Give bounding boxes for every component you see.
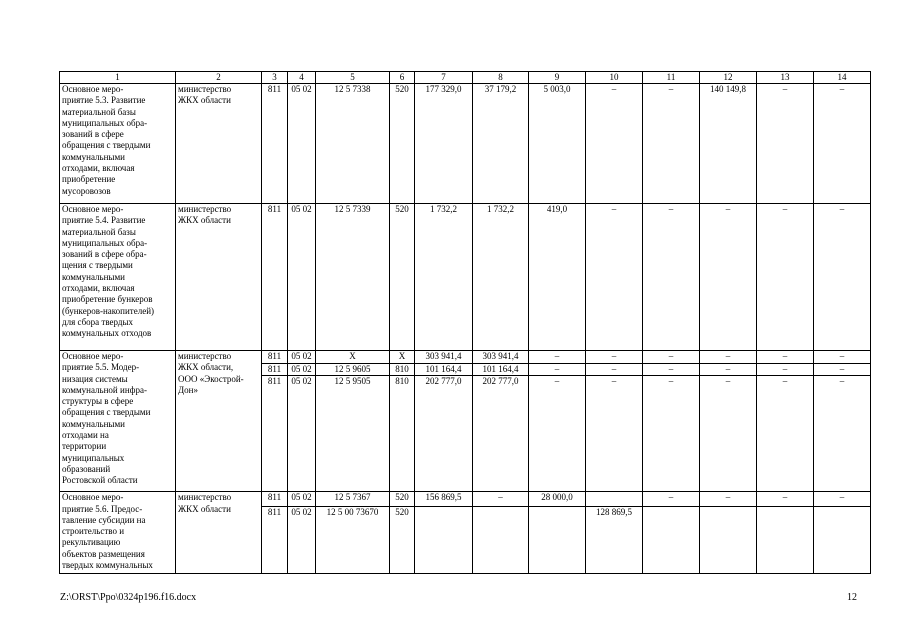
cell-col-13: – xyxy=(757,364,814,376)
measure-name-line: территории xyxy=(62,441,107,452)
cell-col-13: – xyxy=(757,492,814,507)
measure-name-line: отходами на xyxy=(62,430,109,441)
measure-name-line: твердых коммунальных xyxy=(62,560,153,571)
table-row xyxy=(60,204,871,351)
cell-col-10: – xyxy=(586,84,643,204)
cell-col-11: – xyxy=(643,204,700,351)
executor xyxy=(176,204,262,351)
measure-name-line: коммунальными xyxy=(62,418,125,429)
cell-col-7: 101 164,4 xyxy=(415,364,473,376)
cell-col-14 xyxy=(814,507,871,574)
cell-col-8: 1 732,2 xyxy=(473,204,529,351)
measure-name-line: для сбора твердых xyxy=(62,316,134,327)
column-number-6: 6 xyxy=(390,72,415,84)
cell-col-10: – xyxy=(586,204,643,351)
cell-col-8: – xyxy=(473,492,529,507)
cell-col-5: 12 5 7367 xyxy=(316,492,390,507)
cell-col-3: 811 xyxy=(262,376,288,492)
cell-col-13: – xyxy=(757,84,814,204)
cell-col-9: 28 000,0 xyxy=(529,492,586,507)
measure-name-line: коммунальными xyxy=(62,271,125,282)
cell-col-11: – xyxy=(643,492,700,507)
cell-col-12: – xyxy=(700,351,757,364)
measure-name-line: обращения с твердыми xyxy=(62,140,151,151)
table-row xyxy=(60,351,871,364)
cell-col-3: 811 xyxy=(262,204,288,351)
cell-col-14: – xyxy=(814,204,871,351)
measure-name-line: приятие 5.6. Предос- xyxy=(62,503,143,514)
cell-col-12: 140 149,8 xyxy=(700,84,757,204)
cell-col-8: 101 164,4 xyxy=(473,364,529,376)
cell-col-3: 811 xyxy=(262,492,288,507)
measure-name-line: Ростовской области xyxy=(62,475,138,486)
cell-col-11: – xyxy=(643,84,700,204)
measure-name-line: Основное меро- xyxy=(62,204,124,214)
cell-col-11: – xyxy=(643,364,700,376)
measure-name-line: Основное меро- xyxy=(62,492,124,503)
cell-col-5: 12 5 9505 xyxy=(316,376,390,492)
column-number-5: 5 xyxy=(316,72,390,84)
executor-line: ЖКХ области, xyxy=(178,362,234,373)
column-number-8: 8 xyxy=(473,72,529,84)
measure-name-line: щения с твердыми xyxy=(62,260,133,271)
cell-col-12: – xyxy=(700,204,757,351)
measure-name-line: муниципальных xyxy=(62,452,125,463)
executor xyxy=(176,492,262,574)
measure-name-line: приятие 5.5. Модер- xyxy=(62,362,140,373)
measure-name-line: коммунальными xyxy=(62,151,125,162)
cell-col-11: – xyxy=(643,351,700,364)
cell-col-7: 156 869,5 xyxy=(415,492,473,507)
cell-col-7 xyxy=(415,507,473,574)
measure-name-line: Основное меро- xyxy=(62,351,124,361)
measure-name-line: объектов размещения xyxy=(62,548,145,559)
cell-col-7: 303 941,4 xyxy=(415,351,473,364)
cell-col-10: – xyxy=(586,351,643,364)
executor-line: Дон» xyxy=(178,384,198,395)
cell-col-3: 811 xyxy=(262,84,288,204)
measure-name-line: материальной базы xyxy=(62,106,136,117)
column-number-14: 14 xyxy=(814,72,871,84)
cell-col-5: 12 5 7338 xyxy=(316,84,390,204)
executor-line: министерство xyxy=(178,492,232,503)
cell-col-6: 520 xyxy=(390,204,415,351)
cell-col-14: – xyxy=(814,351,871,364)
measure-name xyxy=(60,84,176,204)
cell-col-14: – xyxy=(814,364,871,376)
cell-col-5: X xyxy=(316,351,390,364)
executor-line: министерство xyxy=(178,204,232,214)
cell-col-6: 520 xyxy=(390,507,415,574)
measure-name-line: низация системы xyxy=(62,373,128,384)
measure-name xyxy=(60,492,176,574)
cell-col-8: 202 777,0 xyxy=(473,376,529,492)
executor-line: ЖКХ области xyxy=(178,503,231,514)
cell-col-10: 128 869,5 xyxy=(586,507,643,574)
measure-name-line: коммунальных отходов xyxy=(62,328,152,339)
cell-col-5: 12 5 9605 xyxy=(316,364,390,376)
measure-name-line: отходами, включая xyxy=(62,163,135,174)
cell-col-14: – xyxy=(814,84,871,204)
page-number: 12 xyxy=(847,592,857,603)
cell-col-14: – xyxy=(814,492,871,507)
cell-col-12 xyxy=(700,507,757,574)
cell-col-4: 05 02 xyxy=(288,351,316,364)
measure-name-line: приятие 5.4. Развитие xyxy=(62,215,146,226)
measure-name-line: Основное меро- xyxy=(62,84,124,94)
cell-col-4: 05 02 xyxy=(288,204,316,351)
cell-col-11: – xyxy=(643,376,700,492)
column-number-2: 2 xyxy=(176,72,262,84)
cell-col-13: – xyxy=(757,204,814,351)
table-body xyxy=(60,72,871,574)
measure-name-line: материальной базы xyxy=(62,226,136,237)
cell-col-3: 811 xyxy=(262,364,288,376)
cell-col-13: – xyxy=(757,376,814,492)
executor-line: ЖКХ области xyxy=(178,95,231,106)
measure-name xyxy=(60,351,176,492)
column-number-9: 9 xyxy=(529,72,586,84)
measure-name-line: зований в сфере xyxy=(62,129,124,140)
column-number-11: 11 xyxy=(643,72,700,84)
cell-col-6: 520 xyxy=(390,84,415,204)
cell-col-13 xyxy=(757,507,814,574)
cell-col-10: – xyxy=(586,376,643,492)
cell-col-14: – xyxy=(814,376,871,492)
cell-col-8: 303 941,4 xyxy=(473,351,529,364)
cell-col-12: – xyxy=(700,492,757,507)
executor xyxy=(176,84,262,204)
measure-name-line: коммунальной инфра- xyxy=(62,384,147,395)
cell-col-7: 1 732,2 xyxy=(415,204,473,351)
cell-col-12: – xyxy=(700,376,757,492)
executor-line: ЖКХ области xyxy=(178,215,231,226)
cell-col-4: 05 02 xyxy=(288,84,316,204)
column-number-3: 3 xyxy=(262,72,288,84)
column-number-1: 1 xyxy=(60,72,176,84)
measure-name-line: обращения с твердыми xyxy=(62,407,151,418)
measure-name-line: муниципальных обра- xyxy=(62,117,148,128)
measure-name-line: приобретение xyxy=(62,174,116,185)
cell-col-4: 05 02 xyxy=(288,376,316,492)
cell-col-11 xyxy=(643,507,700,574)
column-number-7: 7 xyxy=(415,72,473,84)
executor-line: ООО «Экострой- xyxy=(178,373,244,384)
cell-col-9: 5 003,0 xyxy=(529,84,586,204)
measure-name-line: приятие 5.3. Развитие xyxy=(62,95,146,106)
measure-name-line: рекультивацию xyxy=(62,537,121,548)
footer-file-path: Z:\ORST\Ppo\0324p196.f16.docx xyxy=(60,592,197,603)
measure-name xyxy=(60,204,176,351)
cell-col-6: 810 xyxy=(390,364,415,376)
cell-col-4: 05 02 xyxy=(288,492,316,507)
measure-name-line: (бункеров-накопителей) xyxy=(62,305,155,316)
measure-name-line: зований в сфере обра- xyxy=(62,249,147,260)
column-number-4: 4 xyxy=(288,72,316,84)
measure-name-line: отходами, включая xyxy=(62,283,135,294)
executor-line: министерство xyxy=(178,84,232,94)
column-number-10: 10 xyxy=(586,72,643,84)
cell-col-9 xyxy=(529,507,586,574)
table-row xyxy=(60,492,871,507)
cell-col-4: 05 02 xyxy=(288,364,316,376)
cell-col-5: 12 5 00 73670 xyxy=(316,507,390,574)
measure-name-line: мусоровозов xyxy=(62,185,111,196)
budget-table xyxy=(59,71,871,574)
cell-col-9: – xyxy=(529,376,586,492)
executor-line: министерство xyxy=(178,351,232,361)
cell-col-6: X xyxy=(390,351,415,364)
cell-col-12: – xyxy=(700,364,757,376)
cell-col-6: 810 xyxy=(390,376,415,492)
measure-name-line: приобретение бункеров xyxy=(62,294,153,305)
cell-col-10 xyxy=(586,492,643,507)
measure-name-line: строительство и xyxy=(62,526,125,537)
cell-col-3: 811 xyxy=(262,351,288,364)
cell-col-7: 177 329,0 xyxy=(415,84,473,204)
measure-name-line: структуры в сфере xyxy=(62,396,134,407)
measure-name-line: муниципальных обра- xyxy=(62,237,148,248)
cell-col-7: 202 777,0 xyxy=(415,376,473,492)
column-number-13: 13 xyxy=(757,72,814,84)
measure-name-line: образований xyxy=(62,463,111,474)
cell-col-8 xyxy=(473,507,529,574)
measure-name-line: тавление субсидии на xyxy=(62,514,146,525)
executor xyxy=(176,351,262,492)
cell-col-4: 05 02 xyxy=(288,507,316,574)
cell-col-9: 419,0 xyxy=(529,204,586,351)
cell-col-9: – xyxy=(529,351,586,364)
cell-col-9: – xyxy=(529,364,586,376)
table-row xyxy=(60,84,871,204)
cell-col-13: – xyxy=(757,351,814,364)
column-number-row xyxy=(60,72,871,84)
cell-col-5: 12 5 7339 xyxy=(316,204,390,351)
column-number-12: 12 xyxy=(700,72,757,84)
cell-col-8: 37 179,2 xyxy=(473,84,529,204)
cell-col-6: 520 xyxy=(390,492,415,507)
cell-col-3: 811 xyxy=(262,507,288,574)
cell-col-10: – xyxy=(586,364,643,376)
